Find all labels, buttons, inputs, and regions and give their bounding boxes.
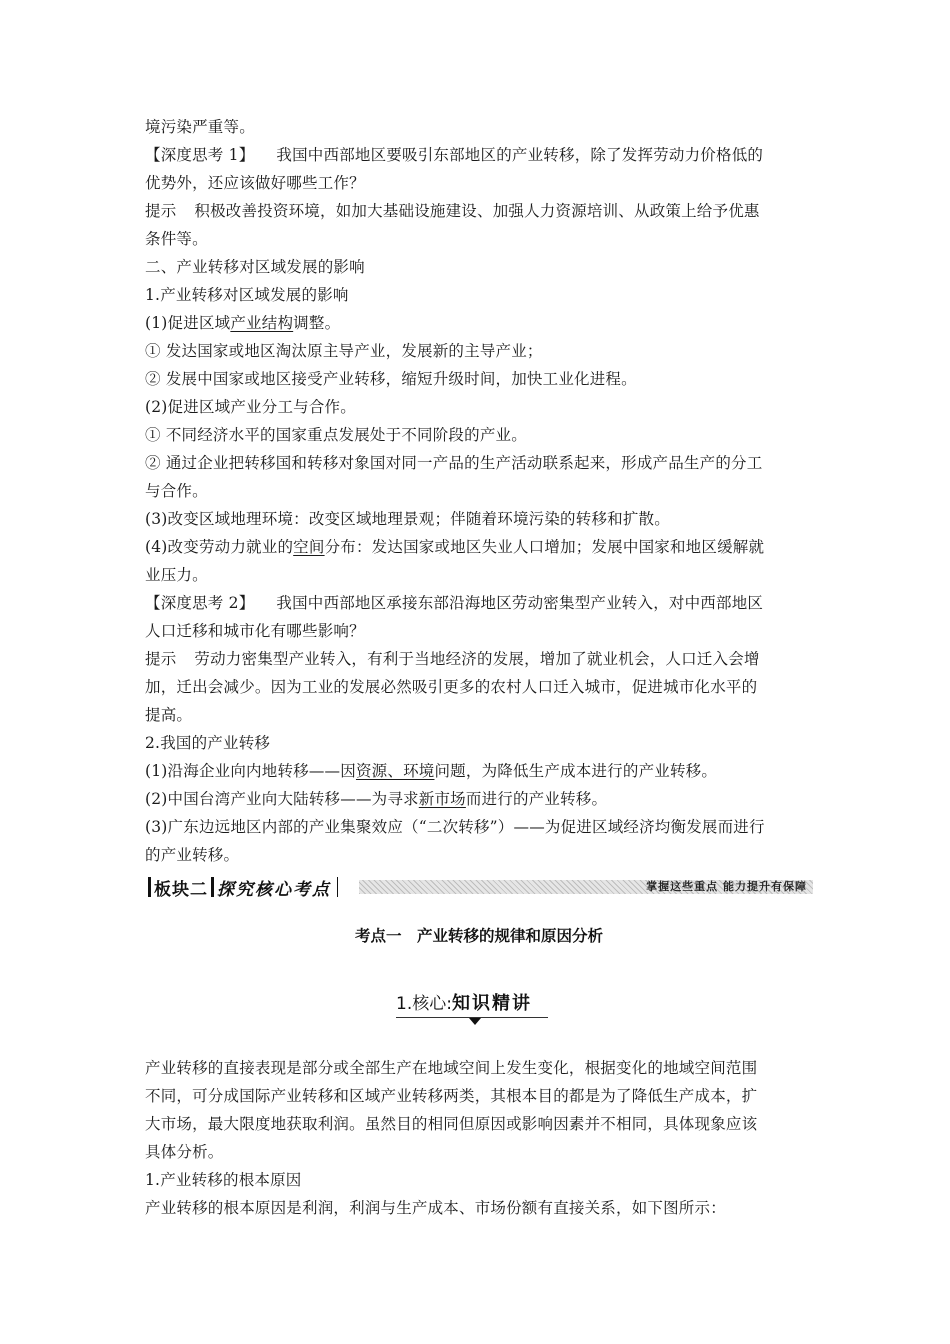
point-4-pre: (4)改变劳动力就业的: [145, 538, 294, 556]
core-heading-text: [396, 991, 532, 1017]
text-line: 加，迁出会减少。因为工业的发展必然吸引更多的农村人口迁入城市，促进城市化水平的: [145, 678, 758, 696]
think1-hint: 积极改善投资环境，如加大基础设施建设、加强人力资源培训、从政策上给予优惠: [194, 202, 760, 220]
think2-tag: 【深度思考 2】: [145, 594, 255, 612]
section-banner: [145, 874, 813, 900]
text-line: 产业转移的根本原因是利润，利润与生产成本、市场份额有直接关系，如下图所示：: [145, 1199, 726, 1217]
text-line: 条件等。: [145, 230, 208, 248]
china-transfer-1-pre: (1)沿海企业向内地转移——因: [145, 762, 356, 780]
text-line: 优势外，还应该做好哪些工作？: [145, 174, 365, 192]
point-1-pre: (1)促进区域: [145, 314, 231, 332]
exam-point-title: 考点一 产业转移的规律和原因分析: [354, 927, 603, 945]
core-knowledge-heading: [396, 991, 556, 1027]
point-1-post: 调整。: [293, 314, 341, 332]
text-line: (3)广东边远地区内部的产业集聚效应（“二次转移”）——为促进区域经济均衡发展而进行: [145, 818, 765, 836]
banner-title: 探究核心考点: [217, 879, 331, 900]
text-line: ① 不同经济水平的国家重点发展处于不同阶段的产业。: [145, 426, 527, 444]
underlined-keyword: 资源、环境: [355, 762, 435, 780]
banner-part-label: 板块二: [154, 879, 208, 900]
think1-question-line: [145, 141, 810, 169]
underlined-keyword: 空间: [293, 538, 325, 556]
core-strong-label: 知识精讲: [451, 993, 532, 1014]
think1-hint-line: [145, 197, 810, 225]
text-line: ② 通过企业把转移国和转移对象国对同一产品的生产活动联系起来，形成产品生产的分工: [145, 454, 763, 472]
think2-hint-line: [145, 645, 810, 673]
text-line: 境污染严重等。: [145, 118, 255, 136]
think1-hint-label: 提示: [145, 202, 177, 220]
think1-tag: 【深度思考 1】: [145, 146, 255, 164]
text-line: 业压力。: [145, 566, 208, 584]
text-line: 大市场，最大限度地获取利润。虽然目的相同但原因或影响因素并不相同，具体现象应该: [145, 1115, 758, 1133]
text-line: (2)促进区域产业分工与合作。: [145, 398, 356, 416]
china-transfer-2-pre: (2)中国台湾产业向大陆转移——为寻求: [145, 790, 419, 808]
banner-label: [145, 874, 341, 900]
text-line: 人口迁移和城市化有哪些影响？: [145, 622, 365, 640]
china-transfer-2-line: [145, 785, 810, 813]
banner-divider: [337, 877, 338, 897]
banner-divider: [148, 877, 151, 897]
banner-divider: [211, 877, 214, 897]
china-transfer-2-post: 而进行的产业转移。: [465, 790, 608, 808]
subheading: 1.产业转移的根本原因: [145, 1171, 302, 1189]
underlined-keyword: 产业结构: [230, 314, 294, 332]
subheading: 2.我国的产业转移: [145, 734, 271, 752]
section-heading: 二、产业转移对区域发展的影响: [145, 258, 365, 276]
point-4-post: 分布：发达国家或地区失业人口增加；发展中国家和地区缓解就: [324, 538, 765, 556]
triangle-down-icon: [469, 1018, 481, 1025]
think2-question: 我国中西部地区承接东部沿海地区劳动密集型产业转入，对中西部地区: [276, 594, 764, 612]
text-line: 具体分析。: [145, 1143, 224, 1161]
banner-slogan: 掌握这些重点 能力提升有保障: [646, 880, 807, 893]
text-line: 产业转移的直接表现是部分或全部生产在地域空间上发生变化，根据变化的地域空间范围: [145, 1059, 758, 1077]
think2-hint: 劳动力密集型产业转入，有利于当地经济的发展，增加了就业机会，人口迁入会增: [194, 650, 760, 668]
point-1-line: [145, 309, 810, 337]
point-4-line: [145, 533, 810, 561]
core-prefix: 1.核心:: [396, 994, 452, 1014]
think2-question-line: [145, 589, 810, 617]
think2-hint-label: 提示: [145, 650, 177, 668]
underlined-keyword: 新市场: [418, 790, 466, 808]
top-text-block: [145, 113, 810, 869]
text-line: 提高。: [145, 706, 193, 724]
text-line: ① 发达国家或地区淘汰原主导产业，发展新的主导产业；: [145, 342, 543, 360]
text-line: (3)改变区域地理环境：改变区域地理景观；伴随着环境污染的转移和扩散。: [145, 510, 670, 528]
text-line: 不同，可分成国际产业转移和区域产业转移两类，其根本目的都是为了降低生产成本，扩: [145, 1087, 758, 1105]
china-transfer-1-post: 问题，为降低生产成本进行的产业转移。: [434, 762, 718, 780]
subheading: 1.产业转移对区域发展的影响: [145, 286, 349, 304]
text-line: ② 发展中国家或地区接受产业转移，缩短升级时间，加快工业化进程。: [145, 370, 637, 388]
china-transfer-1-line: [145, 757, 810, 785]
bottom-text-block: [145, 1054, 810, 1222]
text-line: 的产业转移。: [145, 846, 240, 864]
think1-question: 我国中西部地区要吸引东部地区的产业转移，除了发挥劳动力价格低的: [276, 146, 764, 164]
text-line: 与合作。: [145, 482, 208, 500]
